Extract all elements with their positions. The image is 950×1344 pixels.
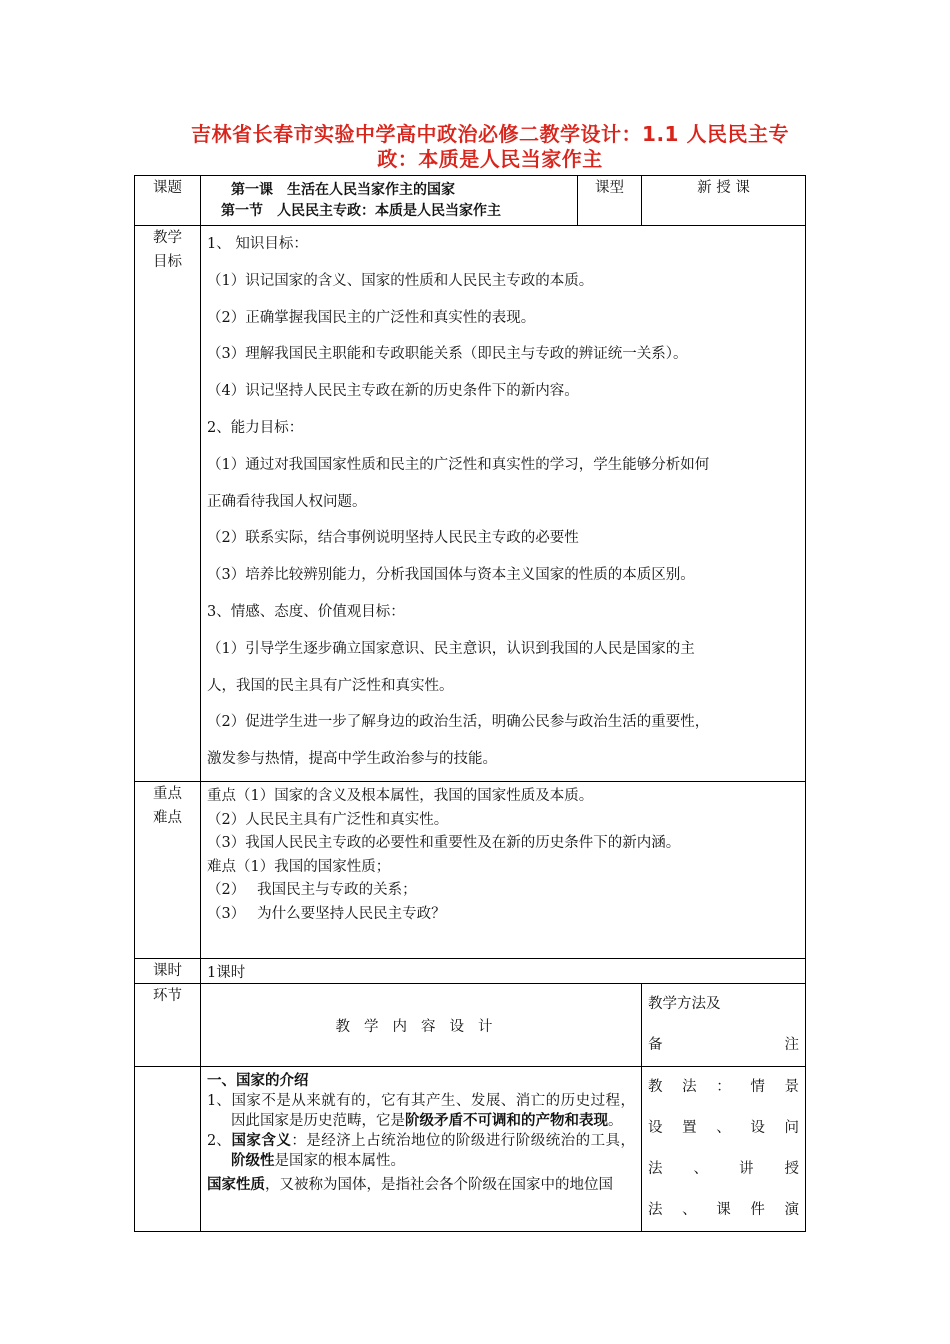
goal-line: 2、能力目标： (207, 419, 304, 436)
goal-line: 3、情感、态度、价值观目标： (207, 603, 405, 620)
key-label-line-2: 难点 (153, 810, 182, 826)
topic-label: 课题 (135, 176, 201, 226)
goals-label (135, 226, 201, 782)
content-paragraph-2 (207, 1131, 635, 1171)
hours-row (135, 959, 806, 984)
paragraph-text: 是国家的根本属性。 (274, 1153, 405, 1169)
hours-label: 课时 (135, 959, 201, 984)
content-heading: 一、国家的介绍 (207, 1073, 309, 1089)
title-line-1: 吉林省长春市实验中学高中政治必修二教学设计：1.1 人民民主专 (191, 122, 789, 146)
goal-line: （4）识记坚持人民民主专政在新的历史条件下的新内容。 (207, 383, 579, 400)
document-title (150, 122, 830, 172)
section-cell (135, 1067, 201, 1232)
key-line: （3）我国人民民主专政的必要性和重要性及在新的历史条件下的新内涵。 (207, 835, 681, 852)
paragraph-text: 。 (608, 1113, 623, 1129)
content-paragraph-1 (207, 1091, 635, 1131)
method-line: 教法：情景 (648, 1079, 799, 1095)
paragraph-number: 1、 (207, 1093, 231, 1109)
method-line: 法 、 讲 授 (648, 1161, 799, 1177)
content-cell (201, 1067, 642, 1232)
goal-line: （1）通过对我国国家性质和民主的广泛性和真实性的学习，学生能够分析如何 (207, 456, 710, 473)
key-line: （3） 为什么要坚持人民民主专政？ (207, 905, 446, 922)
key-label-line-1: 重点 (153, 786, 182, 802)
goal-line: 1、 知识目标： (207, 236, 308, 252)
goals-row (135, 226, 806, 782)
lesson-plan-table (134, 175, 806, 1232)
method-line: 设置、设问 (648, 1120, 799, 1136)
emphasis-text: 国家性质 (207, 1177, 265, 1193)
goals-label-line-2: 目标 (153, 254, 182, 270)
content-paragraph-3 (207, 1175, 635, 1195)
key-line: （2）人民民主具有广泛性和真实性。 (207, 811, 449, 828)
paragraph-text: ，又被称为国体，是指社会各个阶级在国家中的地位国 (265, 1177, 613, 1193)
goals-label-line-1: 教学 (153, 230, 182, 246)
goal-line: 激发参与热情，提高中学生政治参与的技能。 (207, 751, 497, 768)
key-line: （2） 我国民主与专政的关系； (207, 882, 417, 899)
paragraph-text: ：是经济上占统治地位的阶级进行阶级统治的工具， (291, 1133, 636, 1149)
paragraph-number: 2、 (207, 1133, 231, 1149)
method-header-line-2 (648, 1025, 799, 1066)
method-header (642, 984, 806, 1067)
key-line: 重点（1）国家的含义及根本属性，我国的国家性质及本质。 (207, 788, 594, 804)
lesson-type-label: 课型 (578, 176, 642, 226)
goal-line: （1）识记国家的含义、国家的性质和人民民主专政的本质。 (207, 272, 594, 289)
key-line: 难点（1）我国的国家性质； (207, 858, 391, 875)
key-points-label (135, 782, 201, 959)
goal-line: （2）正确掌握我国民主的广泛性和真实性的表现。 (207, 309, 536, 326)
topic-cell (201, 176, 578, 226)
goals-content (201, 226, 806, 782)
lesson-type-value: 新 授 课 (642, 176, 806, 226)
section-header-row (135, 984, 806, 1067)
method-line: 法、课件演 (648, 1202, 799, 1218)
goal-line: （1）引导学生逐步确立国家意识、民主意识，认识到我国的人民是国家的主 (207, 640, 695, 657)
topic-line-1: 第一课 生活在人民当家作主的国家 (231, 181, 455, 198)
content-design-header: 教学内容设计 (201, 984, 642, 1067)
topic-line-2: 第一节 人民民主专政：本质是人民当家作主 (221, 202, 501, 219)
goal-line: （3）理解我国民主职能和专政职能关系（即民主与专政的辨证统一关系）。 (207, 346, 688, 363)
goal-line: （2）联系实际，结合事例说明坚持人民民主专政的必要性 (207, 530, 579, 547)
method-cell (642, 1067, 806, 1232)
method-header-word-a: 备 (648, 1037, 663, 1053)
goal-line: （3）培养比较辨别能力，分析我国国体与资本主义国家的性质的本质区别。 (207, 567, 695, 584)
emphasis-text: 国家含义 (231, 1133, 292, 1149)
content-row (135, 1067, 806, 1232)
section-label: 环节 (135, 984, 201, 1067)
key-points-row (135, 782, 806, 959)
title-line-2: 政：本质是人民当家作主 (377, 147, 603, 171)
method-header-line-1: 教学方法及 (648, 996, 721, 1012)
goal-line: 正确看待我国人权问题。 (207, 493, 367, 510)
goal-line: 人，我国的民主具有广泛性和真实性。 (207, 677, 454, 694)
method-header-word-b: 注 (784, 1037, 799, 1053)
paragraph-text: 国家不是从来就有的，它有其产生、发展、消亡的历史过程，因此国家是历史范畴，它是 (231, 1093, 635, 1129)
hours-value: 1课时 (201, 959, 806, 984)
goal-line: （2）促进学生进一步了解身边的政治生活，明确公民参与政治生活的重要性， (207, 714, 710, 731)
topic-row (135, 176, 806, 226)
emphasis-text: 阶级矛盾不可调和的产物和表现 (405, 1113, 608, 1129)
emphasis-text: 阶级性 (231, 1153, 275, 1169)
key-points-content (201, 782, 806, 959)
